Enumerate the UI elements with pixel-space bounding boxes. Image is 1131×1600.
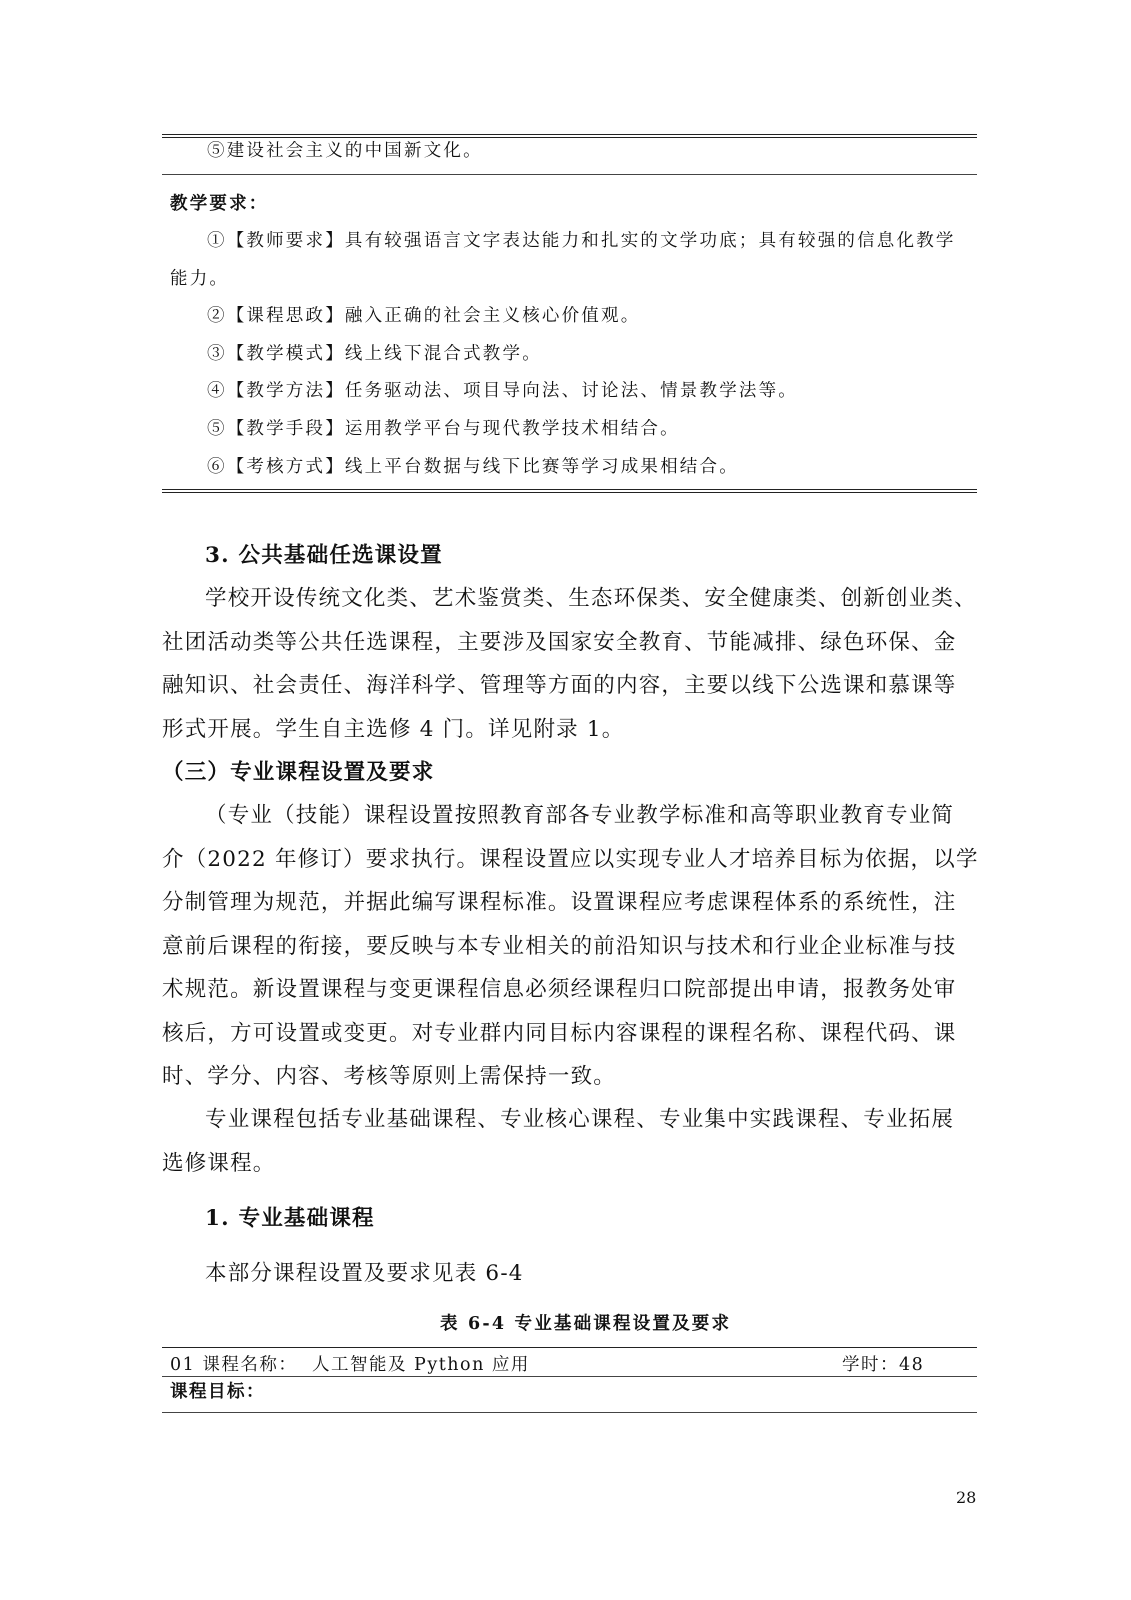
paragraph-line: （专业（技能）课程设置按照教育部各专业教学标准和高等职业教育专业简 (205, 803, 955, 828)
list-item: ⑥【考核方式】线上平台数据与线下比赛等学习成果相结合。 (207, 457, 739, 477)
table-row-divider (162, 174, 977, 175)
table-bottom-border (162, 1412, 977, 1413)
list-item: ④【教学方法】任务驱动法、项目导向法、讨论法、情景教学法等。 (207, 381, 798, 401)
course-code-label: 01 课程名称： (170, 1355, 298, 1375)
course-goal-label: 课程目标： (170, 1382, 265, 1402)
list-item: 能力。 (170, 269, 230, 289)
section-heading: 3. 公共基础任选课设置 (205, 543, 443, 568)
table-caption: 表 6-4 专业基础课程设置及要求 (440, 1314, 732, 1334)
list-item: ②【课程思政】融入正确的社会主义核心价值观。 (207, 306, 641, 326)
list-item: ①【教师要求】具有较强语言文字表达能力和扎实的文学功底；具有较强的信息化教学 (207, 231, 956, 251)
table-top-border (162, 1347, 977, 1348)
paragraph-line: 术规范。新设置课程与变更课程信息必须经课程归口院部提出申请，报教务处审 (162, 977, 957, 1002)
paragraph-line: 意前后课程的衔接，要反映与本专业相关的前沿知识与技术和行业企业标准与技 (162, 934, 957, 959)
course-name: 人工智能及 Python 应用 (312, 1355, 530, 1375)
teaching-requirements-label: 教学要求： (170, 194, 269, 214)
paragraph-line: 选修课程。 (162, 1151, 276, 1176)
paragraph-line: 社团活动类等公共任选课程，主要涉及国家安全教育、节能减排、绿色环保、金 (162, 630, 957, 655)
list-item: ⑤【教学手段】运用教学平台与现代教学技术相结合。 (207, 419, 680, 439)
paragraph-line: 介（2022 年修订）要求执行。课程设置应以实现专业人才培养目标为依据，以学 (162, 847, 979, 872)
paragraph-line: 核后，方可设置或变更。对专业群内同目标内容课程的课程名称、课程代码、课 (162, 1021, 957, 1046)
list-item: ⑤建设社会主义的中国新文化。 (207, 141, 483, 161)
part-heading: （三）专业课程设置及要求 (162, 760, 435, 785)
table-bottom-border (162, 489, 977, 493)
table-row-divider (162, 1376, 977, 1377)
paragraph-line: 本部分课程设置及要求见表 6-4 (205, 1261, 524, 1286)
list-item: ③【教学模式】线上线下混合式教学。 (207, 344, 542, 364)
paragraph-line: 分制管理为规范，并据此编写课程标准。设置课程应考虑课程体系的系统性，注 (162, 890, 957, 915)
paragraph-line: 学校开设传统文化类、艺术鉴赏类、生态环保类、安全健康类、创新创业类、 (205, 586, 977, 611)
paragraph-line: 专业课程包括专业基础课程、专业核心课程、专业集中实践课程、专业拓展 (205, 1107, 955, 1132)
paragraph-line: 时、学分、内容、考核等原则上需保持一致。 (162, 1064, 617, 1089)
subsection-heading: 1. 专业基础课程 (205, 1206, 375, 1231)
paragraph-line: 形式开展。学生自主选修 4 门。详见附录 1。 (162, 717, 625, 742)
course-hours: 学时：48 (842, 1355, 925, 1375)
paragraph-line: 融知识、社会责任、海洋科学、管理等方面的内容，主要以线下公选课和慕课等 (162, 673, 957, 698)
page-number: 28 (956, 1488, 977, 1507)
